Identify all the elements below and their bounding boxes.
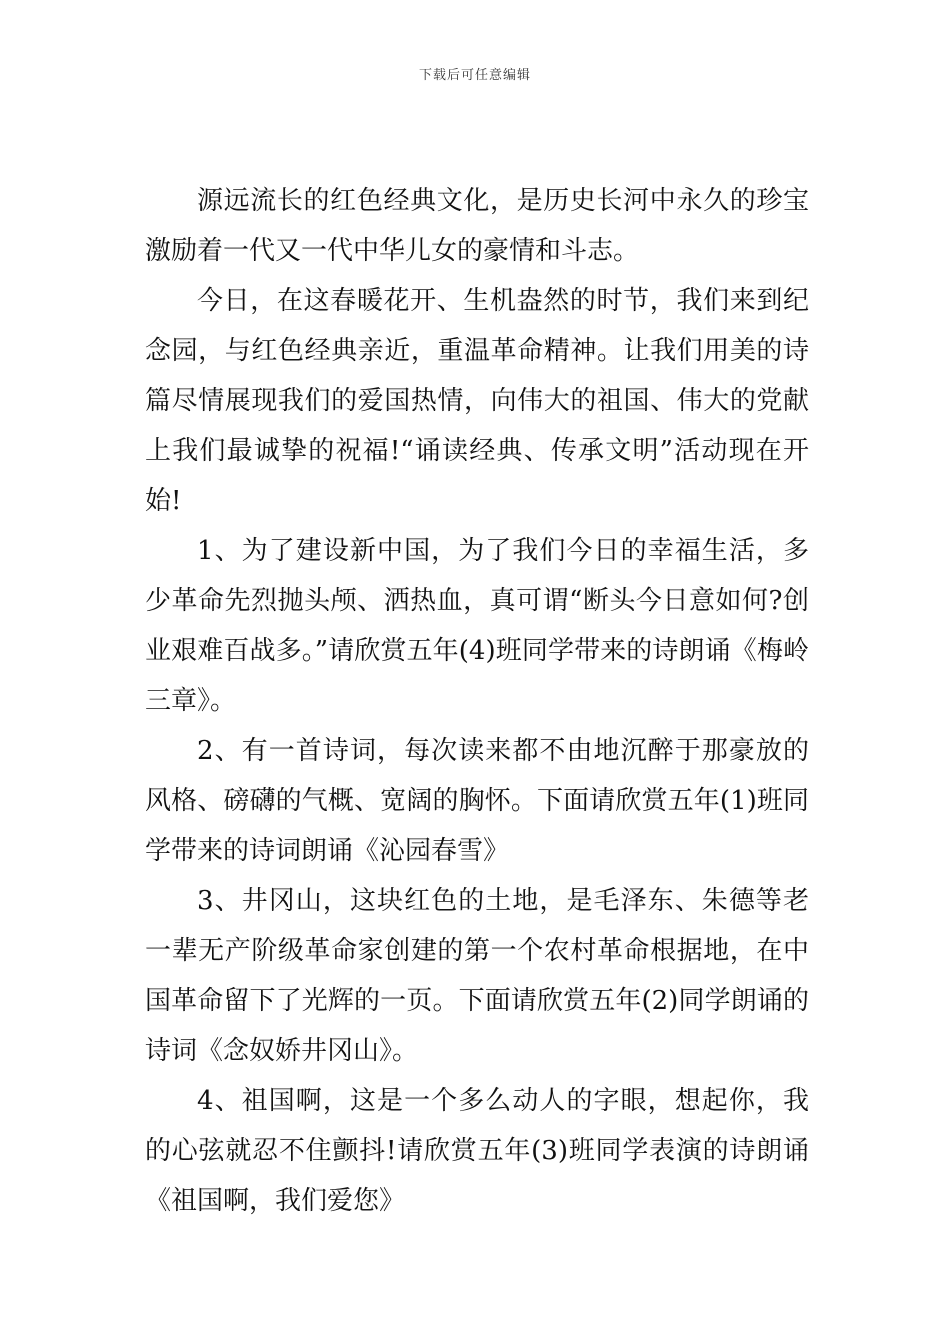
paragraph-item-1: 1、为了建设新中国，为了我们今日的幸福生活，多少革命先烈抛头颅、洒热血，真可谓“断头今日意如何?创业艰难百战多。”请欣赏五年(4)班同学带来的诗朗诵《梅岭三章》。 bbox=[145, 536, 809, 716]
paragraph-item-3: 3、井冈山，这块红色的土地，是毛泽东、朱德等老一辈无产阶级革命家创建的第一个农村革命根据地，在中国革命留下了光辉的一页。下面请欣赏五年(2)同学朗诵的诗词《念奴娇井冈山》。 bbox=[145, 886, 809, 1066]
paragraph-item-2: 2、有一首诗词，每次读来都不由地沉醉于那豪放的风格、磅礴的气概、宽阔的胸怀。下面请欣赏五年(1)班同学带来的诗词朗诵《沁园春雪》 bbox=[145, 736, 809, 866]
paragraph-item-4: 4、祖国啊，这是一个多么动人的字眼，想起你，我的心弦就忍不住颤抖!请欣赏五年(3)班同学表演的诗朗诵《祖国啊，我们爱您》 bbox=[145, 1086, 809, 1216]
paragraph-intro: 源远流长的红色经典文化，是历史长河中永久的珍宝激励着一代又一代中华儿女的豪情和斗志。 bbox=[145, 186, 809, 266]
paragraph-opening: 今日，在这春暖花开、生机盎然的时节，我们来到纪念园，与红色经典亲近，重温革命精神。让我们用美的诗篇尽情展现我们的爱国热情，向伟大的祖国、伟大的党献上我们最诚挚的祝福!“诵读经典、传承文明”活动现在开始! bbox=[145, 286, 809, 516]
header-note: 下载后可任意编辑 bbox=[418, 68, 531, 83]
document-body bbox=[145, 176, 809, 1226]
